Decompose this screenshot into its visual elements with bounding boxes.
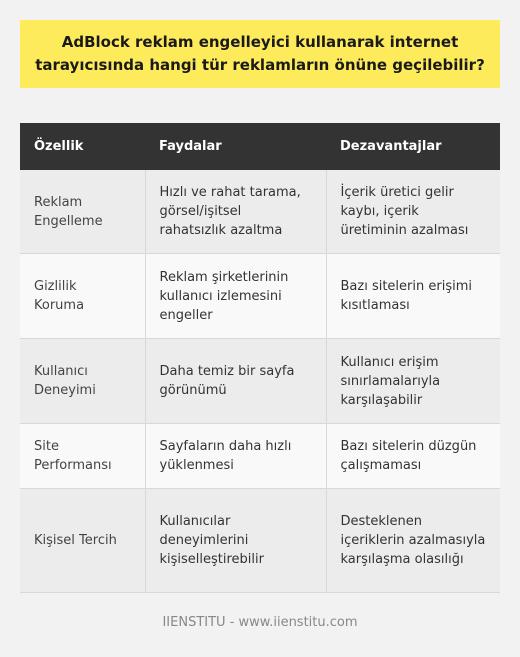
table-cell-feature: Kullanıcı Deneyimi xyxy=(20,339,145,424)
table-cell-feature: Gizlilik Koruma xyxy=(20,254,145,339)
table-row xyxy=(20,254,500,339)
footer-credit: IIENSTITU - www.iienstitu.com xyxy=(162,615,358,630)
table-cell-benefit: Hızlı ve rahat tarama, görsel/işitsel rahatsızlık azaltma xyxy=(145,170,326,254)
table-cell-drawback: İçerik üretici gelir kaybı, içerik üretiminin azalması xyxy=(326,170,500,254)
table-cell-drawback: Bazı sitelerin düzgün çalışmaması xyxy=(326,424,500,489)
table-cell-feature: Kişisel Tercih xyxy=(20,489,145,593)
table-cell-benefit: Reklam şirketlerinin kullanıcı izlemesini engeller xyxy=(145,254,326,339)
page-title: AdBlock reklam engelleyici kullanarak internet tarayıcısında hangi tür reklamların önüne geçilebilir? xyxy=(35,33,485,74)
table-cell-drawback: Kullanıcı erişim sınırlamalarıyla karşılaşabilir xyxy=(326,339,500,424)
table-row xyxy=(20,339,500,424)
table-cell-benefit: Sayfaların daha hızlı yüklenmesi xyxy=(145,424,326,489)
table-cell-drawback: Bazı sitelerin erişimi kısıtlaması xyxy=(326,254,500,339)
title-banner xyxy=(20,20,500,88)
table-cell-feature: Site Performansı xyxy=(20,424,145,489)
column-header-ozellik: Özellik xyxy=(20,123,145,170)
table-cell-benefit: Daha temiz bir sayfa görünümü xyxy=(145,339,326,424)
column-header-faydalar: Faydalar xyxy=(145,123,326,170)
table-row xyxy=(20,424,500,489)
table-header-row xyxy=(20,123,500,170)
table-cell-benefit: Kullanıcılar deneyimlerini kişiselleştirebilir xyxy=(145,489,326,593)
table-cell-feature: Reklam Engelleme xyxy=(20,170,145,254)
comparison-table xyxy=(20,123,500,593)
column-header-dezavantajlar: Dezavantajlar xyxy=(326,123,500,170)
table-row xyxy=(20,489,500,593)
table-row xyxy=(20,170,500,254)
table-cell-drawback: Desteklenen içeriklerin azalmasıyla karşılaşma olasılığı xyxy=(326,489,500,593)
